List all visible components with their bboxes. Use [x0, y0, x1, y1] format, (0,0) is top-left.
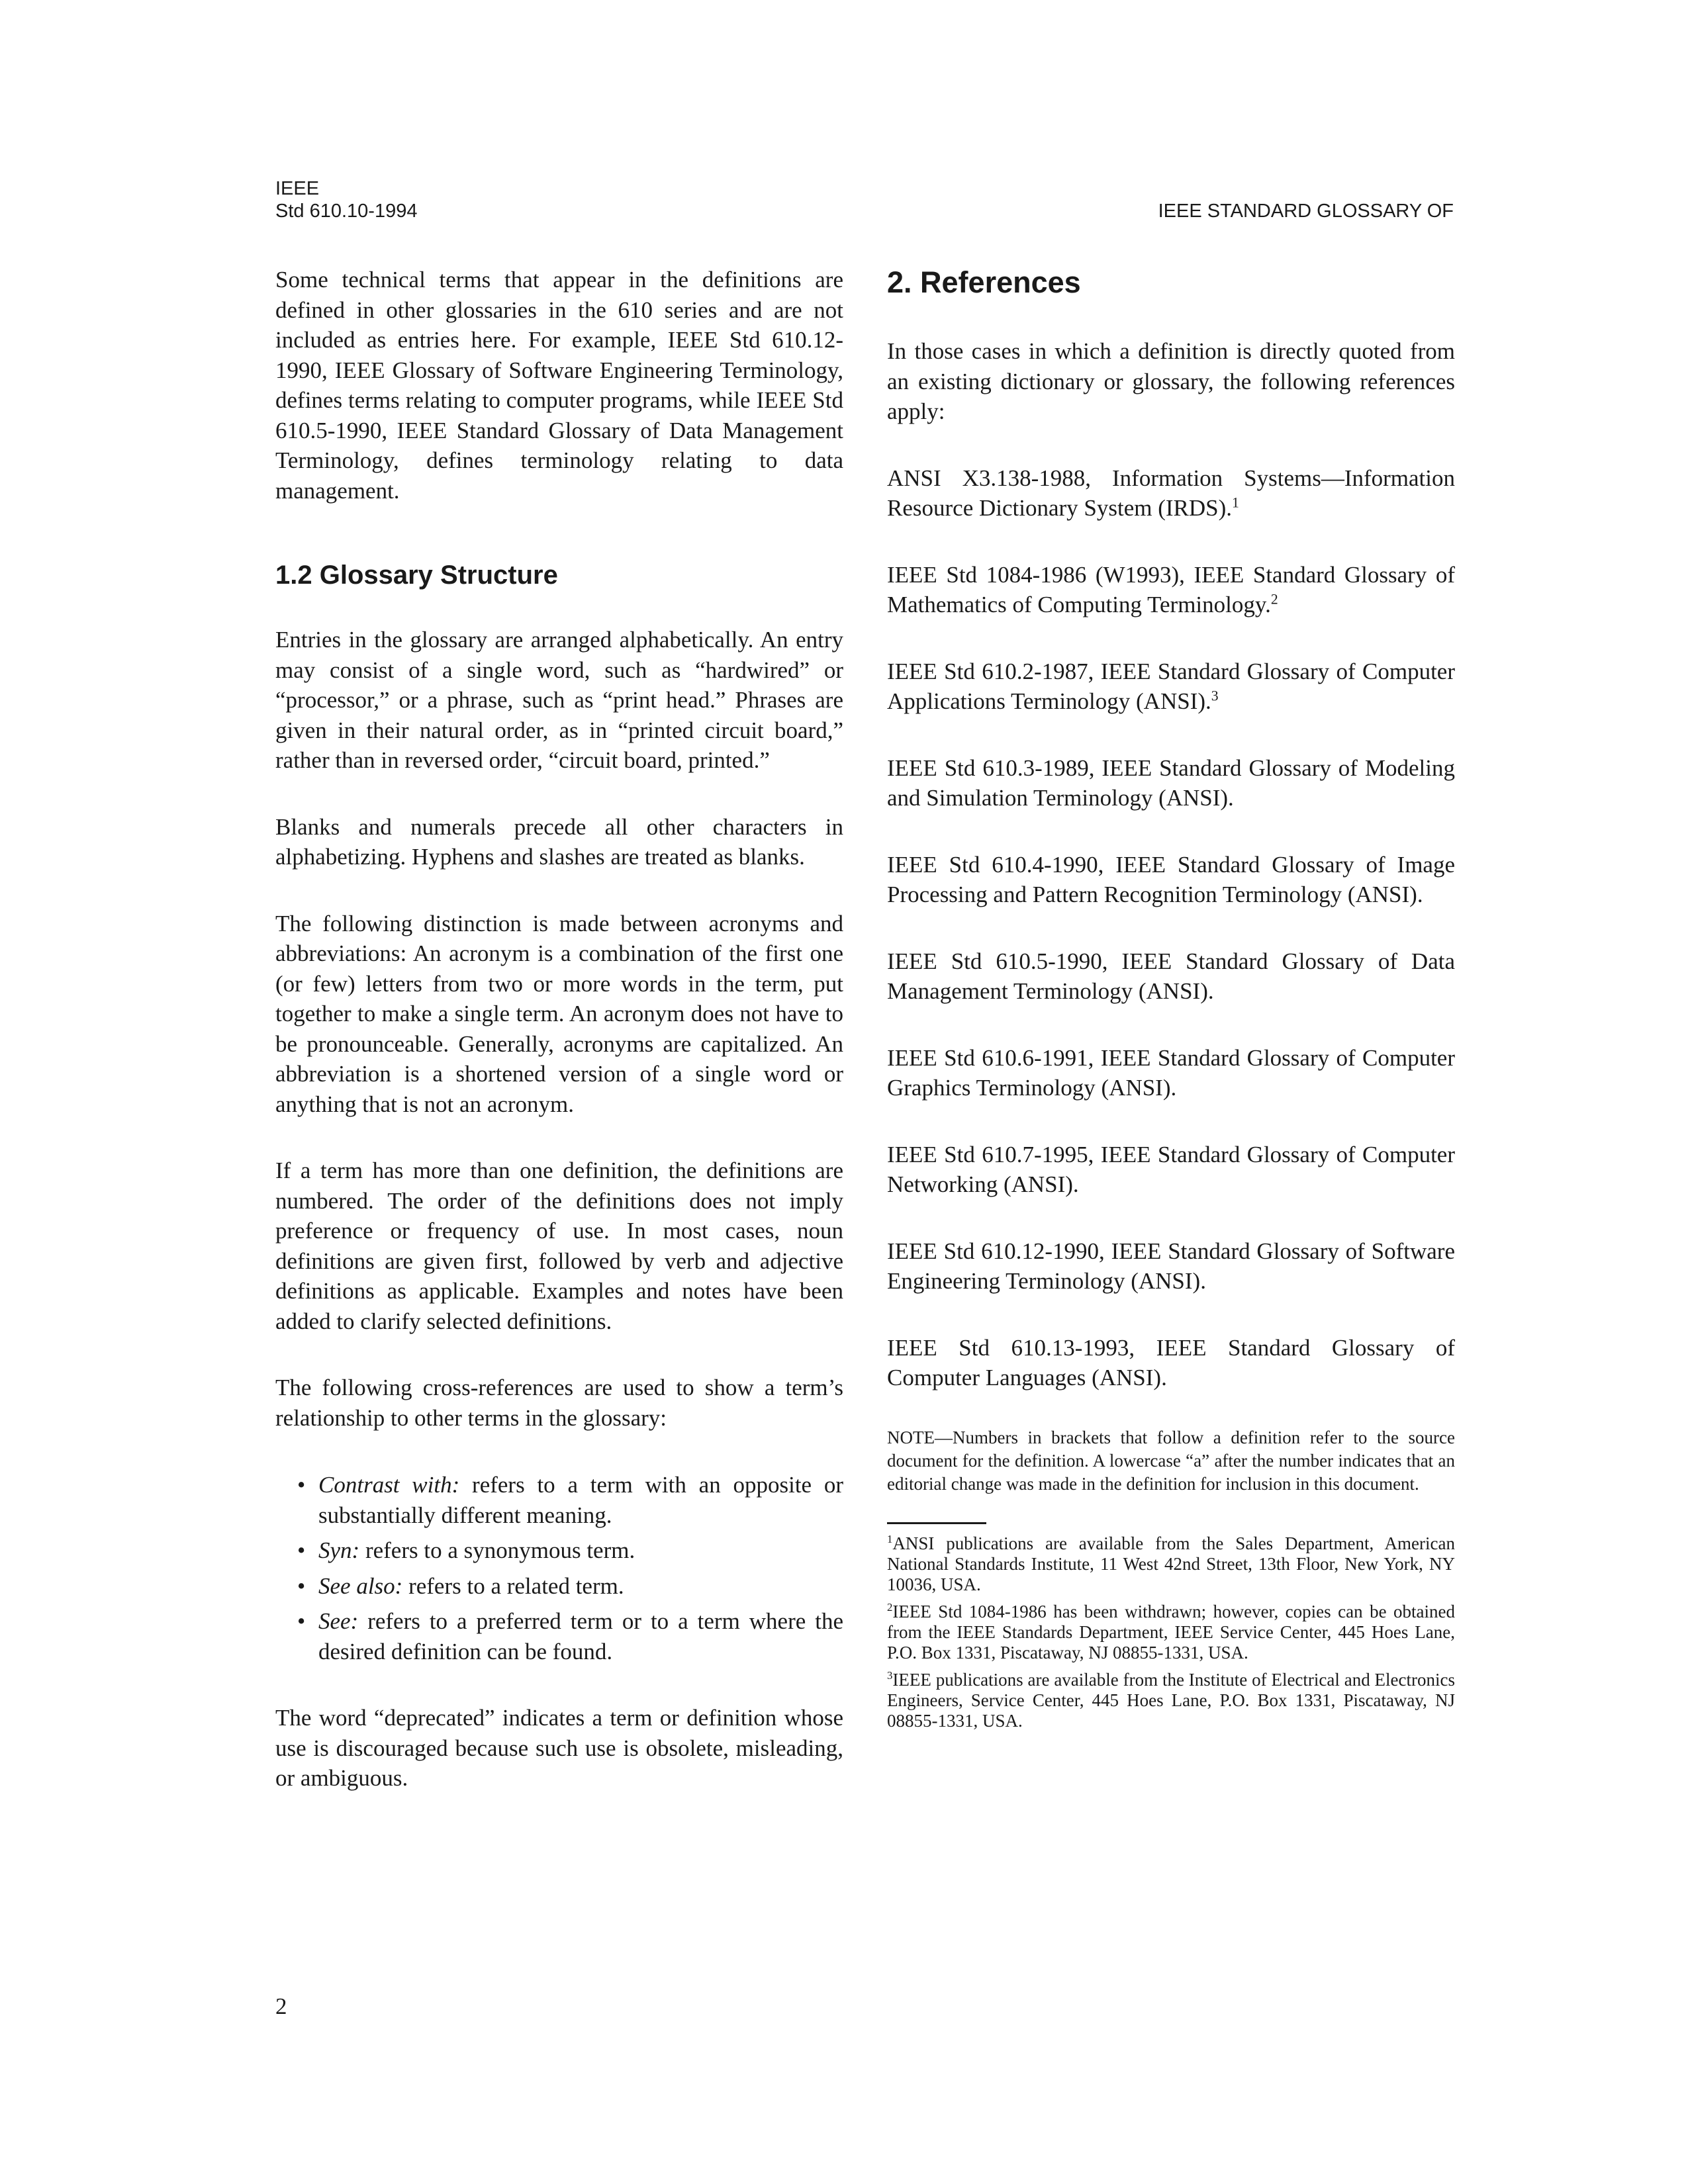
list-item	[275, 1470, 843, 1530]
bullet-text: refers to a term with an opposite or substantially different meaning.	[318, 1472, 844, 1528]
page-number: 2	[275, 1993, 287, 2019]
reference-item: IEEE Std 610.13-1993, IEEE Standard Glossary of Computer Languages (ANSI).	[887, 1334, 1455, 1390]
cross-reference-list	[275, 1470, 843, 1666]
reference-item: IEEE Std 610.4-1990, IEEE Standard Glossary of Image Processing and Pattern Recognition Terminology (ANSI).	[887, 851, 1455, 907]
footnote-divider	[887, 1522, 986, 1524]
footnote: $^2$IEEE Std 1084-1986 has been withdrawn; however, copies can be obtained from the IEEE Standards Department, IEEE Service Center, 445 Hoes Lane, P.O. Box 1331, Piscataway, NJ 08855-1331, USA.	[887, 1600, 1455, 1662]
bullet-icon: •	[297, 1608, 306, 1634]
bullet-text: refers to a related term.	[402, 1572, 624, 1599]
header-std-number: Std 610.10-1994	[275, 201, 418, 222]
bullet-text: refers to a synonymous term.	[359, 1537, 635, 1563]
reference-item: IEEE Std 610.6-1991, IEEE Standard Glossary of Computer Graphics Terminology (ANSI).	[887, 1044, 1455, 1101]
bullet-term: Contrast with:	[318, 1472, 460, 1498]
intro-paragraph: Some technical terms that appear in the definitions are defined in other glossaries in the 610 series and are not included as entries here. For example, IEEE Std 610.12-1990, IEEE Glossary of Software Engineering Terminology, defines terms relating to computer programs, while IEEE Std 610.5-1990, IEEE Standard Glossary of Data Management Terminology, defines terminology relating to data management.	[275, 267, 843, 504]
section-heading-references: 2. References	[887, 265, 1081, 299]
reference-item: IEEE Std 1084-1986 (W1993), IEEE Standard Glossary of Mathematics of Computing Terminology.$^2$	[887, 561, 1455, 617]
bullet-icon: •	[297, 1472, 306, 1498]
list-item	[275, 1571, 843, 1602]
header-org: IEEE	[275, 178, 320, 199]
running-header-left	[275, 177, 417, 222]
reference-item: IEEE Std 610.2-1987, IEEE Standard Glossary of Computer Applications Terminology (ANSI).$^3$	[887, 658, 1455, 714]
bullet-icon: •	[297, 1572, 306, 1599]
paragraph-definitions: If a term has more than one definition, the definitions are numbered. The order of the definitions does not imply preference or frequency of use. In most cases, noun definitions are given first, followed by verb and adjective definitions as applicable. Examples and notes have been added to clarify selected definitions.	[275, 1158, 843, 1334]
list-item	[275, 1606, 843, 1666]
left-column	[275, 265, 843, 1794]
list-item	[275, 1535, 843, 1566]
bullet-text: refers to a preferred term or to a term where the desired definition can be found.	[318, 1608, 843, 1664]
bullet-term: See:	[318, 1608, 359, 1634]
paragraph-blanks: Blanks and numerals precede all other characters in alphabetizing. Hyphens and slashes are treated as blanks.	[275, 813, 843, 870]
paragraph-acronyms: The following distinction is made between acronyms and abbreviations: An acronym is a combination of the first one (or few) letters from two or more words in the term, put together to make a single term. An acronym does not have to be pronounceable. Generally, acronyms are capitalized. An abbreviation is a shortened version of a single word or anything that is not an acronym.	[275, 910, 843, 1117]
footnote: $^3$IEEE publications are available from the Institute of Electrical and Electronics Engineers, Service Center, 445 Hoes Lane, P.O. Box 1331, Piscataway, NJ 08855-1331, USA.	[887, 1668, 1455, 1731]
footnote: $^1$ANSI publications are available from the Sales Department, American National Standards Institute, 11 West 42nd Street, 13th Floor, New York, NY 10036, USA.	[887, 1532, 1455, 1594]
running-header-right: IEEE STANDARD GLOSSARY OF	[1158, 201, 1454, 222]
note-paragraph: NOTE—Numbers in brackets that follow a definition refer to the source document for the definition. A lowercase “a” after the number indicates that an editorial change was made in the definition for inclusion in this document.	[887, 1427, 1455, 1494]
paragraph-cross-references: The following cross-references are used to show a term’s relationship to other terms in the glossary:	[275, 1375, 843, 1431]
reference-item: IEEE Std 610.3-1989, IEEE Standard Glossary of Modeling and Simulation Terminology (ANSI).	[887, 754, 1455, 811]
section-heading-glossary-structure: 1.2 Glossary Structure	[275, 561, 558, 590]
bullet-icon: •	[297, 1537, 306, 1563]
right-column	[887, 265, 1455, 1738]
bullet-term: Syn:	[318, 1537, 360, 1563]
reference-item: IEEE Std 610.12-1990, IEEE Standard Glossary of Software Engineering Terminology (ANSI).	[887, 1238, 1455, 1294]
bullet-term: See also:	[318, 1572, 403, 1599]
reference-item: ANSI X3.138-1988, Information Systems—Information Resource Dictionary System (IRDS).$^1$	[887, 465, 1455, 521]
paragraph-deprecated: The word “deprecated” indicates a term or definition whose use is discouraged because such use is obsolete, misleading, or ambiguous.	[275, 1705, 843, 1791]
paragraph-entries: Entries in the glossary are arranged alphabetically. An entry may consist of a single word, such as “hardwired” or “processor,” or a phrase, such as “print head.” Phrases are given in their natural order, as in “printed circuit board,” rather than in reversed order, “circuit board, printed.”	[275, 627, 843, 773]
reference-item: IEEE Std 610.5-1990, IEEE Standard Glossary of Data Management Terminology (ANSI).	[887, 948, 1455, 1004]
references-intro: In those cases in which a definition is directly quoted from an existing dictionary or glossary, the following references apply:	[887, 338, 1455, 424]
reference-item: IEEE Std 610.7-1995, IEEE Standard Glossary of Computer Networking (ANSI).	[887, 1141, 1455, 1197]
